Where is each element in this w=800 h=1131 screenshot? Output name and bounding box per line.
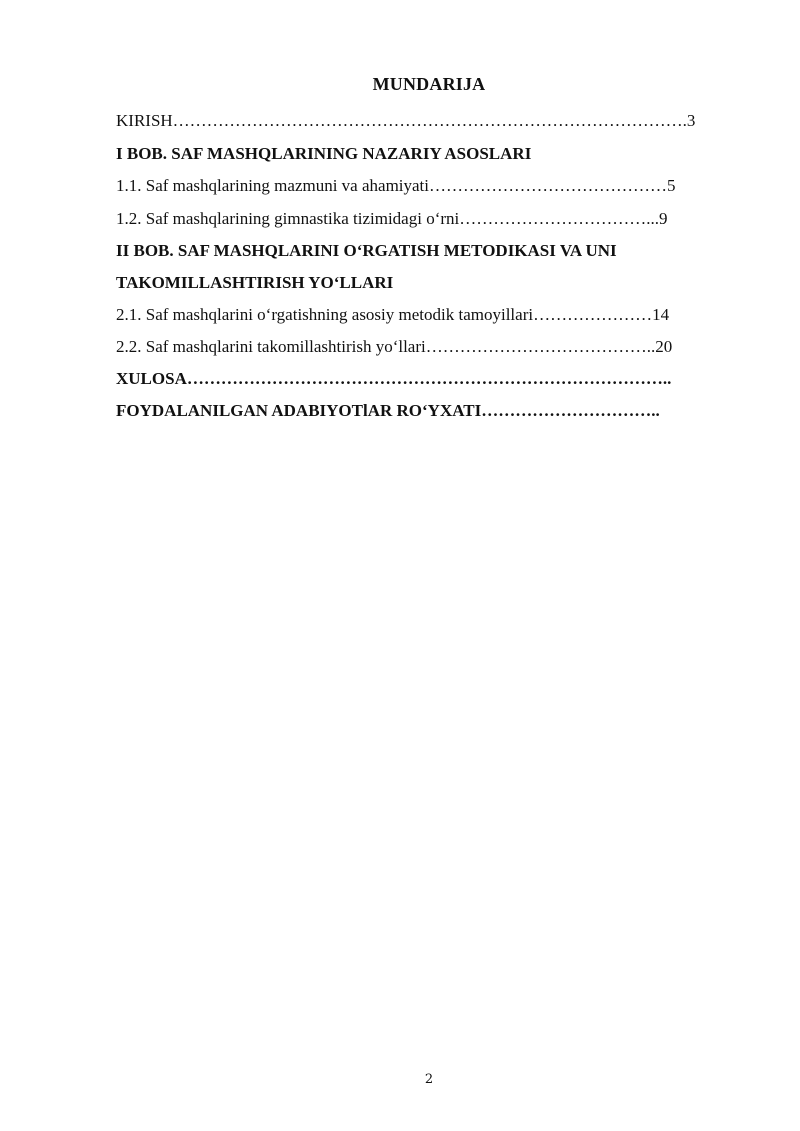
toc-entry-1-2: 1.2. Saf mashqlarining gimnastika tizimidagi o‘rni……………………………...9 <box>116 209 668 228</box>
toc-chapter-1-heading: I BOB. SAF MASHQLARINING NAZARIY ASOSLARI <box>116 144 532 163</box>
toc-entry-adabiyotlar: FOYDALANILGAN ADABIYOTlAR RO‘YXATI………………………….. <box>116 401 660 420</box>
toc-entry-2-2: 2.2. Saf mashqlarini takomillashtirish yo‘llari…………………………………..20 <box>116 337 673 356</box>
page-number: 2 <box>424 1072 434 1087</box>
toc-entry-1-1: 1.1. Saf mashqlarining mazmuni va ahamiyati……………………………………5 <box>116 176 676 195</box>
toc-entry-kirish: KIRISH……………………………………………………………………………….3 <box>116 111 696 130</box>
toc-entry-2-1: 2.1. Saf mashqlarini o‘rgatishning asosiy metodik tamoyillari…………………14 <box>116 305 670 324</box>
toc-chapter-2-heading-line-2: TAKOMILLASHTIRISH YO‘LLARI <box>116 273 394 292</box>
toc-title: MUNDARIJA <box>372 74 486 94</box>
toc-chapter-2-heading-line-1: II BOB. SAF MASHQLARINI O‘RGATISH METODIKASI VA UNI <box>116 241 617 260</box>
toc-entry-xulosa: XULOSA………………………………………………………………………….. <box>116 369 672 388</box>
